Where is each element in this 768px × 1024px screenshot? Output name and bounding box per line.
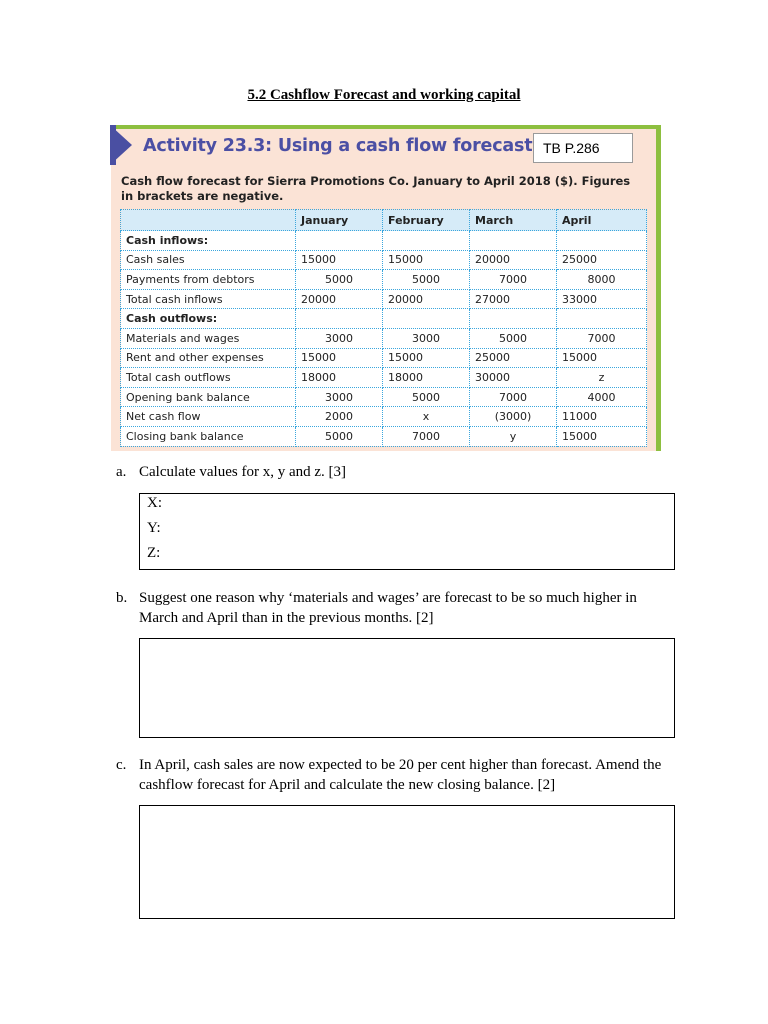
table-cell: 7000	[470, 387, 557, 407]
question-letter: c.	[116, 757, 127, 773]
row-label: Cash sales	[121, 250, 296, 270]
table-cell: 18000	[383, 368, 470, 388]
table-cell: 33000	[557, 289, 647, 309]
table-row	[121, 387, 647, 407]
row-label: Materials and wages	[121, 328, 296, 348]
row-label: Opening bank balance	[121, 387, 296, 407]
table-row	[121, 368, 647, 388]
table-row	[121, 328, 647, 348]
table-row	[121, 407, 647, 427]
table-header-row	[121, 210, 647, 231]
column-header: April	[557, 210, 647, 231]
table-cell: 8000	[557, 270, 647, 290]
table-row	[121, 270, 647, 290]
table-cell	[557, 231, 647, 251]
table-cell: 5000	[383, 270, 470, 290]
activity-description: Cash flow forecast for Sierra Promotions Co. January to April 2018 ($). Figures in brackets are negative.	[121, 174, 631, 203]
table-cell: 7000	[557, 328, 647, 348]
table-cell: 20000	[470, 250, 557, 270]
table-cell: 3000	[296, 387, 383, 407]
answer-box-a[interactable]	[139, 493, 675, 570]
table-row	[121, 231, 647, 251]
table-cell: 15000	[296, 348, 383, 368]
table-cell: 7000	[383, 426, 470, 446]
table-cell: 3000	[383, 328, 470, 348]
table-cell: (3000)	[470, 407, 557, 427]
question-text: In April, cash sales are now expected to be 20 per cent higher than forecast. Amend the cashflow forecast for April and calculate the new closing balance. [2]	[139, 757, 662, 793]
table-cell: 3000	[296, 328, 383, 348]
table-row	[121, 250, 647, 270]
table-cell: 5000	[296, 270, 383, 290]
row-label: Net cash flow	[121, 407, 296, 427]
question-letter: a.	[116, 464, 127, 480]
answer-x-label: X:	[147, 495, 162, 511]
table-cell: 2000	[296, 407, 383, 427]
table-cell: 20000	[383, 289, 470, 309]
table-cell: z	[557, 368, 647, 388]
question-letter: b.	[116, 590, 128, 606]
table-cell: 5000	[296, 426, 383, 446]
table-cell	[296, 309, 383, 329]
answer-z-label: Z:	[147, 545, 161, 561]
table-row	[121, 309, 647, 329]
column-header: February	[383, 210, 470, 231]
table-cell: 25000	[470, 348, 557, 368]
table-cell: 20000	[296, 289, 383, 309]
table-cell: 15000	[557, 426, 647, 446]
table-cell: y	[470, 426, 557, 446]
activity-panel	[111, 125, 661, 451]
table-cell	[383, 309, 470, 329]
column-header: January	[296, 210, 383, 231]
table-cell	[296, 231, 383, 251]
row-label: Total cash inflows	[121, 289, 296, 309]
question-text: Suggest one reason why ‘materials and wages’ are forecast to be so much higher in March and April than in the previous months. [2]	[139, 590, 637, 626]
table-row	[121, 426, 647, 446]
activity-flag-icon	[110, 125, 132, 165]
column-header	[121, 210, 296, 231]
table-cell	[557, 309, 647, 329]
table-cell: 5000	[470, 328, 557, 348]
page-title: 5.2 Cashflow Forecast and working capital	[247, 87, 521, 103]
table-cell: 15000	[557, 348, 647, 368]
row-label: Closing bank balance	[121, 426, 296, 446]
table-cell: 7000	[470, 270, 557, 290]
question-text: Calculate values for x, y and z. [3]	[139, 464, 347, 480]
table-row	[121, 289, 647, 309]
table-cell	[470, 231, 557, 251]
table-cell: 18000	[296, 368, 383, 388]
activity-title: Activity 23.3: Using a cash flow forecast	[143, 136, 533, 156]
textbook-reference: TB P.286	[533, 133, 633, 163]
table-cell	[470, 309, 557, 329]
table-cell: 5000	[383, 387, 470, 407]
row-label: Rent and other expenses	[121, 348, 296, 368]
table-cell: 15000	[383, 348, 470, 368]
cash-flow-table	[120, 209, 647, 447]
answer-box-c[interactable]	[139, 805, 675, 919]
table-cell: 11000	[557, 407, 647, 427]
column-header: March	[470, 210, 557, 231]
row-label: Cash outflows:	[121, 309, 296, 329]
table-row	[121, 348, 647, 368]
table-cell: 27000	[470, 289, 557, 309]
answer-box-b[interactable]	[139, 638, 675, 738]
row-label: Total cash outflows	[121, 368, 296, 388]
table-cell: 15000	[383, 250, 470, 270]
table-cell: x	[383, 407, 470, 427]
table-cell: 30000	[470, 368, 557, 388]
table-cell: 4000	[557, 387, 647, 407]
table-cell	[383, 231, 470, 251]
row-label: Payments from debtors	[121, 270, 296, 290]
table-cell: 25000	[557, 250, 647, 270]
answer-y-label: Y:	[147, 520, 161, 536]
table-cell: 15000	[296, 250, 383, 270]
row-label: Cash inflows:	[121, 231, 296, 251]
